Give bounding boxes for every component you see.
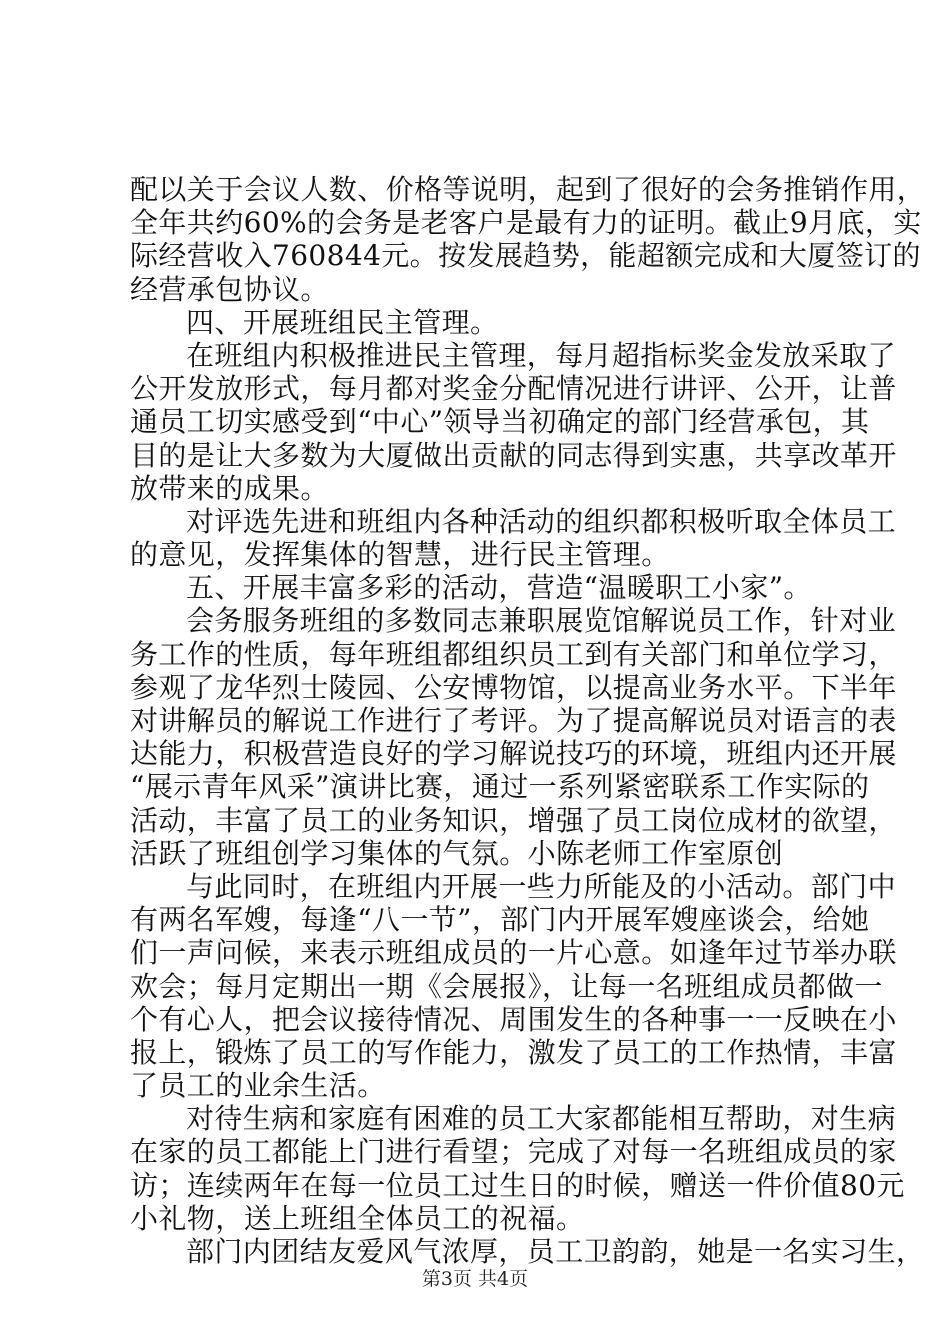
text-line: 有两名军嫂，每逢“八一节”，部门内开展军嫂座谈会，给她 (130, 903, 870, 937)
text-line: 部门内团结友爱风气浓厚，员工卫韵韵，她是一名实习生， (186, 1235, 925, 1268)
text-line: 参观了龙华烈士陵园、公安博物馆，以提高业务水平。下半年 (130, 670, 897, 704)
text-line: 通员工切实感受到“中心”领导当初确定的部门经营承包，其 (130, 405, 870, 439)
text-line: 的意见，发挥集体的智慧，进行民主管理。 (130, 538, 670, 572)
text-line: 对评选先进和班组内各种活动的组织都积极听取全体员工 (186, 504, 897, 538)
text-line: 全年共约60%的会务是老客户是最有力的证明。截止9月底，实 (130, 206, 922, 240)
document-body (130, 173, 926, 1268)
text-line: 目的是让大多数为大厦做出贡献的同志得到实惠，共享改革开 (130, 438, 897, 472)
text-line: “展示青年风采”演讲比赛，通过一系列紧密联系工作实际的 (130, 770, 870, 804)
text-line: 访；连续两年在每一位员工过生日的时候，赠送一件价值80元 (130, 1168, 905, 1202)
text-line: 经营承包协议。 (130, 272, 329, 306)
text-line: 们一声问候，来表示班组成员的一片心意。如逢年过节举办联 (130, 936, 897, 970)
text-line: 际经营收入760844元。按发展趋势，能超额完成和大厦签订的 (130, 239, 921, 273)
text-line: 活动，丰富了员工的业务知识，增强了员工岗位成材的欲望， (130, 803, 897, 837)
page-footer: 第3页 共4页 (421, 1268, 529, 1290)
text-line: 欢会；每月定期出一期《会展报》，让每一名班组成员都做一 (130, 969, 883, 1003)
text-line: 会务服务班组的多数同志兼职展览馆解说员工作，针对业 (186, 604, 897, 638)
text-line: 报上，锻炼了员工的写作能力，激发了员工的工作热情，丰富 (130, 1035, 897, 1069)
text-line: 小礼物，送上班组全体员工的祝福。 (130, 1201, 585, 1235)
text-line: 与此同时，在班组内开展一些力所能及的小活动。部门中 (186, 869, 897, 903)
text-line: 活跃了班组创学习集体的气氛。小陈老师工作室原创 (130, 836, 784, 870)
text-line: 放带来的成果。 (130, 471, 329, 505)
text-line: 个有心人，把会议接待情况、周围发生的各种事一一反映在小 (130, 1002, 897, 1036)
text-line: 四、开展班组民主管理。 (186, 305, 499, 339)
text-line: 对待生病和家庭有困难的员工大家都能相互帮助，对生病 (186, 1102, 897, 1136)
text-line: 公开发放形式，每月都对奖金分配情况进行讲评、公开，让普 (130, 372, 897, 406)
text-line: 在班组内积极推进民主管理，每月超指标奖金发放采取了 (186, 338, 897, 372)
text-line: 达能力，积极营造良好的学习解说技巧的环境，班组内还开展 (130, 737, 897, 771)
text-line: 在家的员工都能上门进行看望；完成了对每一名班组成员的家 (130, 1135, 897, 1169)
text-line: 务工作的性质，每年班组都组织员工到有关部门和单位学习， (130, 637, 897, 671)
text-line: 五、开展丰富多彩的活动，营造“温暖职工小家”。 (186, 571, 812, 605)
text-line: 对讲解员的解说工作进行了考评。为了提高解说员对语言的表 (130, 704, 897, 737)
text-line: 配以关于会议人数、价格等说明，起到了很好的会务推销作用， (130, 173, 926, 206)
text-line: 了员工的业余生活。 (130, 1069, 386, 1103)
